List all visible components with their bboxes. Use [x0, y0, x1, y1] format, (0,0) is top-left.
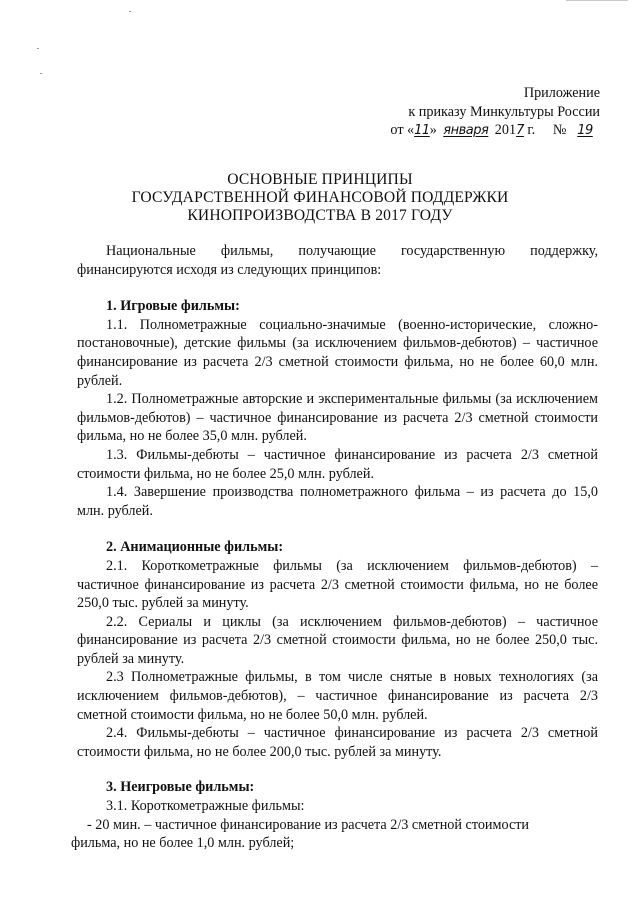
- clause-paragraph: 1.1. Полнометражные социально-значимые (военно-исторические, сложно-постановочные), детские фильмы (за исключением фильмов-дебютов) – частичное финансирование из расчета 2/3 сметной стоимости фильма, но не более 60,0 млн. рублей.: [77, 316, 598, 389]
- clause-paragraph: 1.4. Завершение производства полнометражного фильма – из расчета до 15,0 млн. рублей.: [77, 484, 598, 519]
- order-date-number: от «11» января 2017 г. № 19: [390, 121, 600, 141]
- appendix-header: [390, 84, 600, 141]
- scan-edge-line: [566, 0, 628, 1]
- clause-paragraph: 3.1. Короткометражные фильмы:: [106, 798, 305, 815]
- document-body: [71, 242, 598, 853]
- section-heading: 1. Игровые фильмы:: [106, 298, 240, 315]
- clause-paragraph: 2.2. Сериалы и циклы (за исключением фильмов-дебютов) – частичное финансирование из расчета 2/3 сметной стоимости фильма, но не более 250,0 тыс. рублей за минуту.: [77, 613, 598, 667]
- order-reference: к приказу Минкультуры России: [408, 103, 600, 120]
- scan-speck: [40, 73, 42, 74]
- clause-paragraph: 2.4. Фильмы-дебюты – частичное финансирование из расчета 2/3 сметной стоимости фильма, но не более 200,0 тыс. рублей за минуту.: [77, 725, 598, 760]
- handwritten-number: 19: [577, 123, 593, 138]
- appendix-label: Приложение: [523, 85, 600, 101]
- handwritten-year-digit: 7: [516, 123, 524, 138]
- section-heading: 2. Анимационные фильмы:: [106, 539, 284, 556]
- handwritten-month: января: [443, 123, 489, 138]
- clause-paragraph: 2.3 Полнометражные фильмы, в том числе снятые в новых технологиях (за исключением фильмов-дебютов), – частичное финансирование из расчета 2/3 сметной стоимости фильма, но не более 50,0 млн. рублей.: [77, 669, 598, 723]
- section-heading: 3. Неигровые фильмы:: [106, 779, 255, 796]
- title-line-3: КИНОПРОИЗВОДСТВА В 2017 ГОДУ: [187, 207, 453, 225]
- clause-paragraph: 1.3. Фильмы-дебюты – частичное финансирование из расчета 2/3 сметной стоимости фильма, но не более 25,0 млн. рублей.: [77, 446, 598, 482]
- clause-paragraph: 1.2. Полнометражные авторские и экспериментальные фильмы (за исключением фильмов-дебютов) – частичное финансирование из расчета 2/3 сметной стоимости фильма, но не более 35,0 млн. рублей.: [77, 391, 598, 445]
- document-title: [0, 171, 640, 226]
- handwritten-day: 11: [414, 123, 430, 138]
- scan-speck: [37, 48, 39, 49]
- dash-list-item: - 20 мин. – частичное финансирование из расчета 2/3 сметной стоимости: [87, 816, 530, 833]
- clause-paragraph: 2.1. Короткометражные фильмы (за исключением фильмов-дебютов) – частичное финансирование из расчета 2/3 сметной стоимости фильма, но не более 250,0 тыс. рублей за минуту.: [77, 557, 598, 612]
- title-line-2: ГОСУДАРСТВЕННОЙ ФИНАНСОВОЙ ПОДДЕРЖКИ: [131, 189, 509, 207]
- scan-speck: [129, 11, 131, 12]
- title-line-1: ОСНОВНЫЕ ПРИНЦИПЫ: [227, 171, 413, 188]
- intro-paragraph: Национальные фильмы, получающие государственную поддержку, финансируются исходя из следующих принципов:: [77, 243, 598, 278]
- dash-list-item-continuation: фильма, но не более 1,0 млн. рублей;: [71, 835, 295, 852]
